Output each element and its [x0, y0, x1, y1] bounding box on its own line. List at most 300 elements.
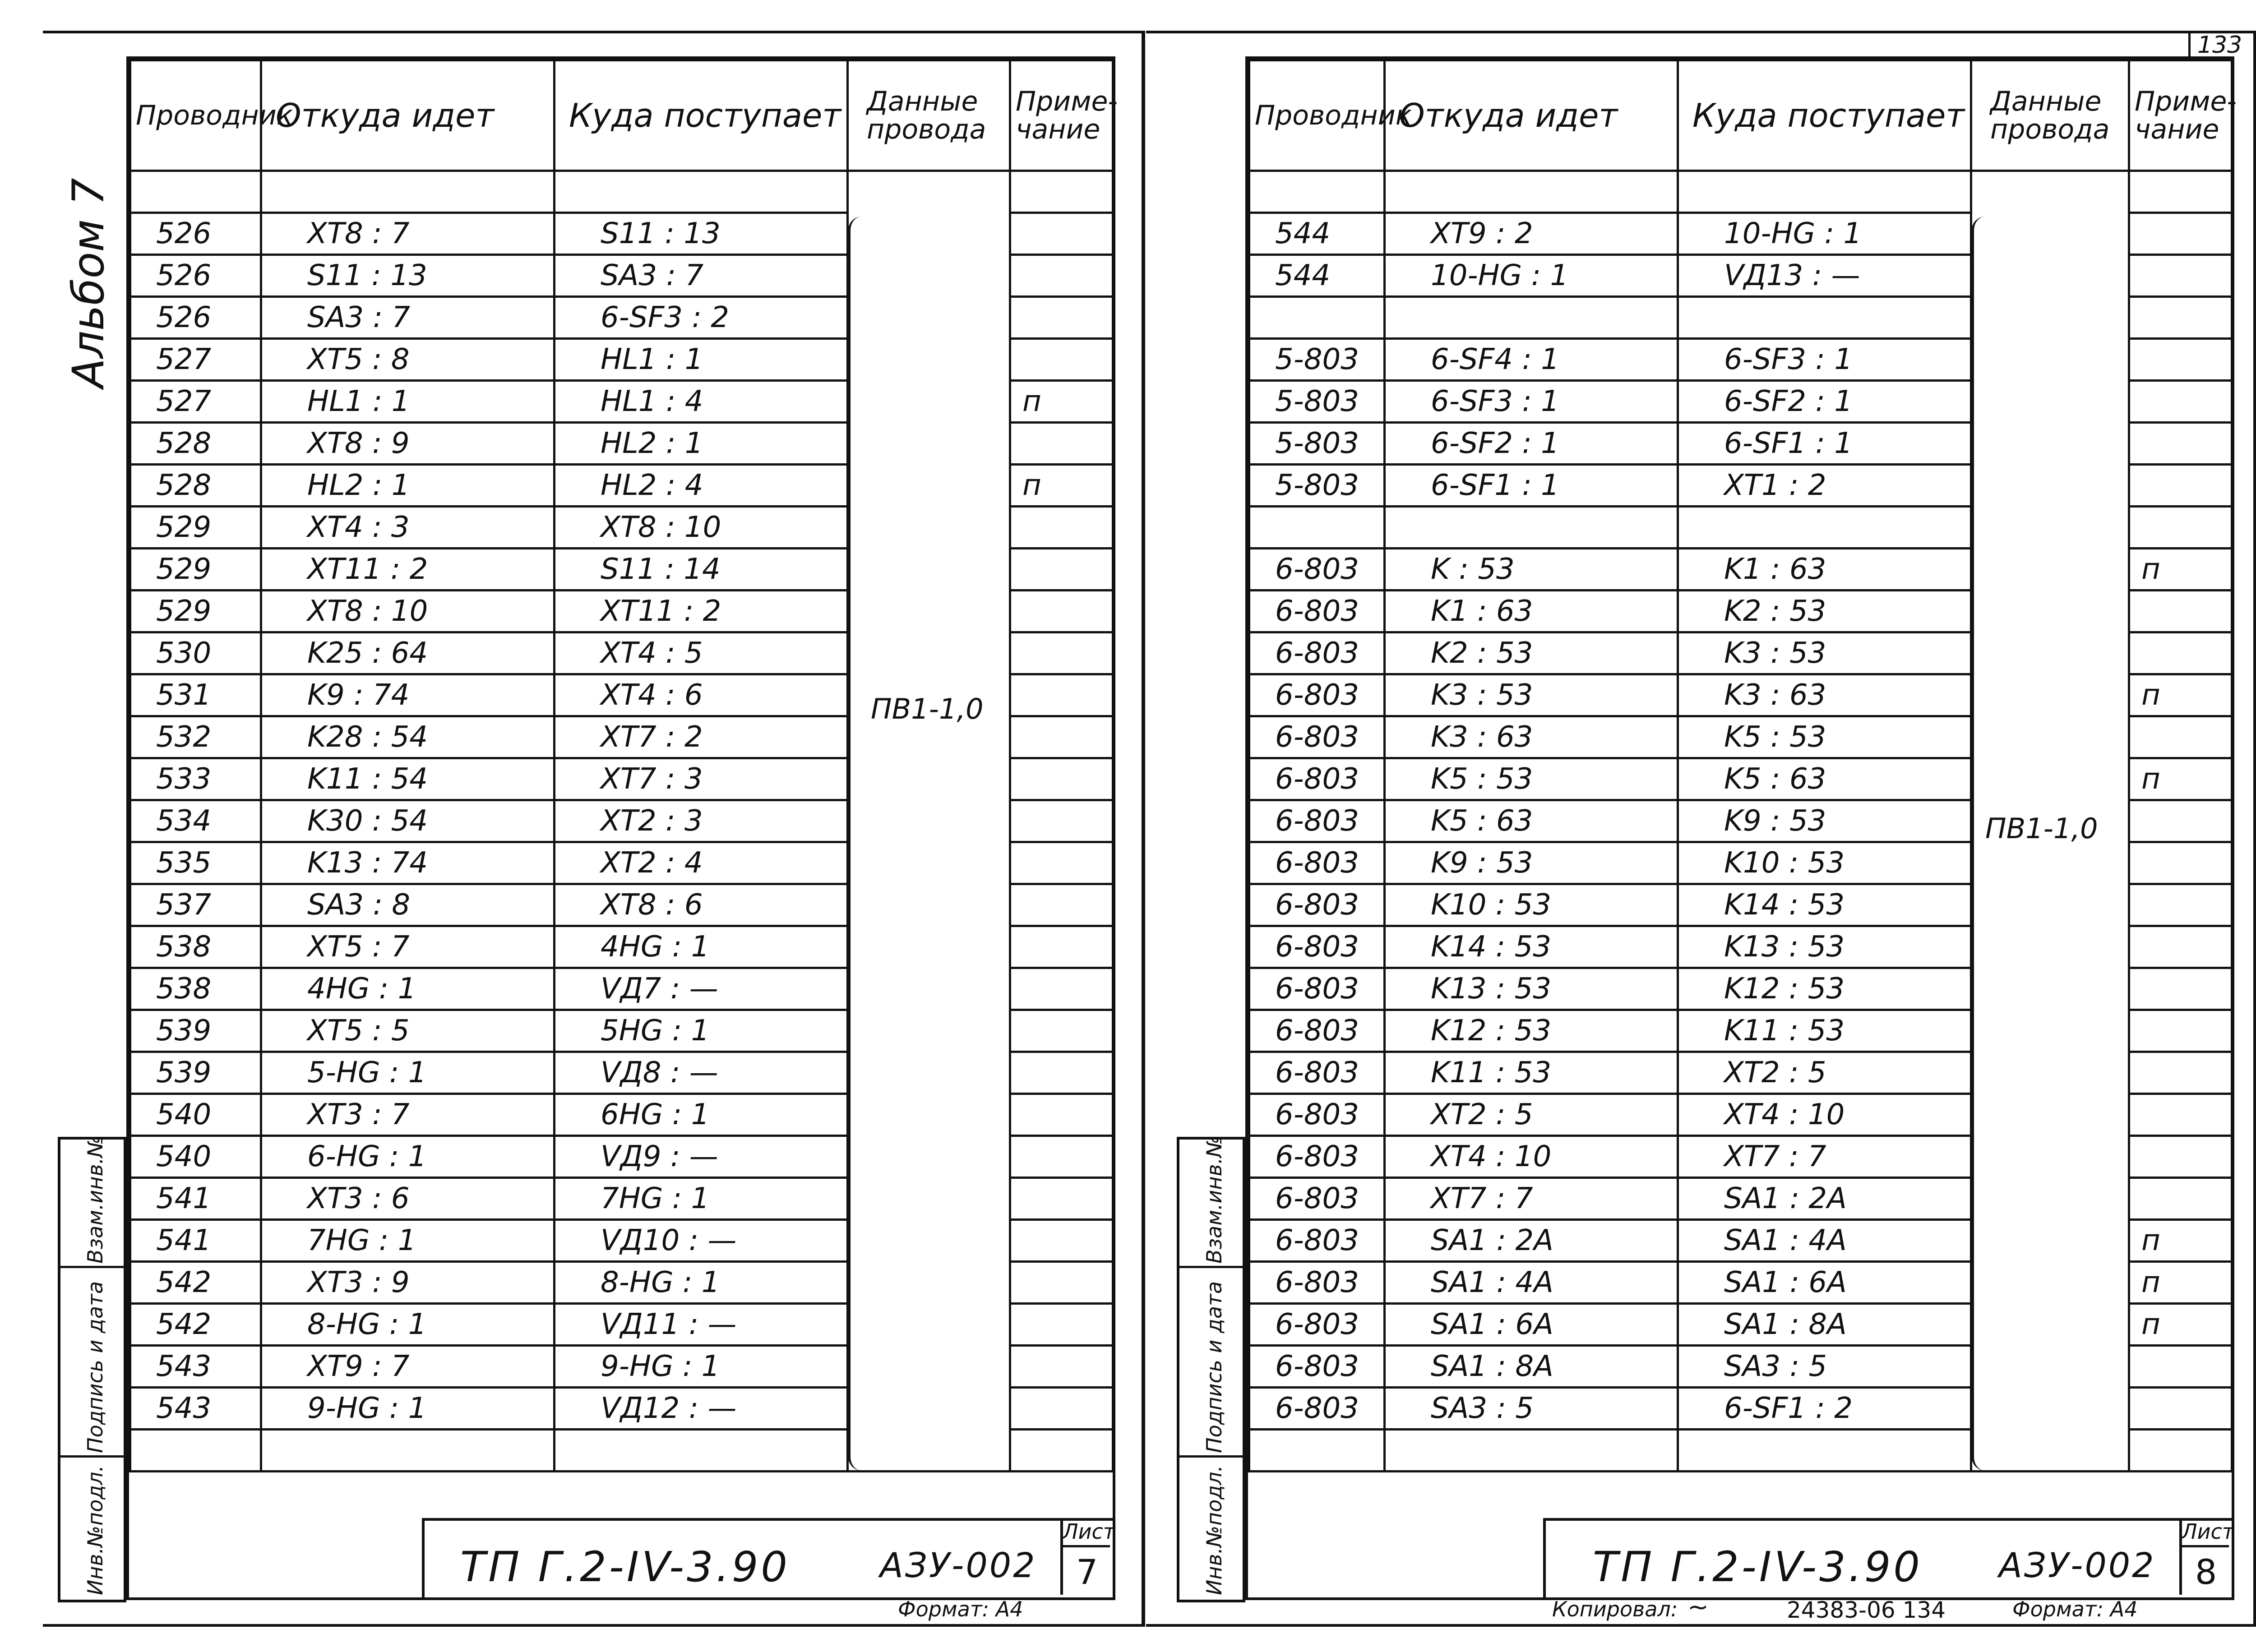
conductor-cell: 542 [130, 1262, 261, 1304]
from-cell [1385, 171, 1678, 213]
from-cell: XT7 : 7 [1385, 1178, 1678, 1220]
note-cell [2129, 842, 2232, 884]
table-row [130, 968, 1113, 1010]
wire-data-cell [1971, 1262, 2129, 1304]
conductor-cell: 542 [130, 1304, 261, 1346]
wire-data-cell [1971, 884, 2129, 926]
wire-data-cell [1971, 423, 2129, 465]
left-wire-brace [848, 217, 869, 1471]
from-cell: XT4 : 10 [1385, 1136, 1678, 1178]
conductor-cell: 6-803 [1249, 1136, 1385, 1178]
to-cell: XT8 : 10 [555, 507, 848, 549]
to-cell: K3 : 53 [1678, 632, 1971, 674]
from-cell: 6-SF3 : 1 [1385, 381, 1678, 423]
header-note-line1: Приме- [1016, 86, 1118, 117]
conductor-cell: 529 [130, 549, 261, 591]
note-cell: п [2129, 549, 2232, 591]
conductor-cell: 538 [130, 968, 261, 1010]
from-cell: SA1 : 4A [1385, 1262, 1678, 1304]
table-row [130, 297, 1113, 339]
conductor-cell: 539 [130, 1052, 261, 1094]
from-cell: XT3 : 9 [261, 1262, 555, 1304]
wire-data-cell [848, 758, 1010, 800]
table-row [1249, 1136, 2232, 1178]
table-row [1249, 297, 2232, 339]
conductor-cell [1249, 171, 1385, 213]
to-cell: K11 : 53 [1678, 1010, 1971, 1052]
wire-data-cell [848, 465, 1010, 507]
to-cell: VД8 : — [555, 1052, 848, 1094]
note-cell [2129, 632, 2232, 674]
from-cell: HL2 : 1 [261, 465, 555, 507]
from-cell: K30 : 54 [261, 800, 555, 842]
note-cell [2129, 1430, 2232, 1472]
to-cell: SA3 : 7 [555, 255, 848, 297]
to-cell [1678, 1430, 1971, 1472]
left-sign-date: Подпись и дата [83, 1281, 107, 1453]
from-cell: XT8 : 10 [261, 591, 555, 632]
wire-data-cell [848, 968, 1010, 1010]
conductor-cell: 6-803 [1249, 758, 1385, 800]
note-cell [2129, 968, 2232, 1010]
right-sheet-box-hline [2179, 1545, 2229, 1547]
to-cell: VД12 : — [555, 1388, 848, 1430]
right-sheet-number: 8 [2195, 1552, 2217, 1592]
conductor-cell [1249, 1430, 1385, 1472]
to-cell: SA3 : 5 [1678, 1346, 1971, 1388]
to-cell: XT7 : 7 [1678, 1136, 1971, 1178]
right-exch-inv: Взам.инв.№ [1202, 1135, 1226, 1264]
from-cell: K9 : 53 [1385, 842, 1678, 884]
header-note [1010, 60, 1118, 171]
wire-data-cell [1971, 1220, 2129, 1262]
header-note [2129, 60, 2237, 171]
table-row [130, 632, 1113, 674]
wire-data-cell [848, 255, 1010, 297]
table-row [1249, 1052, 2232, 1094]
from-cell: 9-HG : 1 [261, 1388, 555, 1430]
table-row [1249, 884, 2232, 926]
table-row [1249, 1346, 2232, 1388]
wire-data-cell [848, 1430, 1010, 1472]
right-copied-label: Копировал: [1552, 1597, 1678, 1621]
header-wire-data-line2: провода [867, 114, 986, 145]
to-cell: 6-SF3 : 1 [1678, 339, 1971, 381]
conductor-cell: 5-803 [1249, 465, 1385, 507]
to-cell: K13 : 53 [1678, 926, 1971, 968]
table-row [130, 423, 1113, 465]
table-row [130, 339, 1113, 381]
note-cell [1010, 1346, 1113, 1388]
wire-data-cell [848, 423, 1010, 465]
note-cell [1010, 1430, 1113, 1472]
from-cell: XT5 : 5 [261, 1010, 555, 1052]
wire-data-cell [848, 213, 1010, 255]
to-cell: SA1 : 8A [1678, 1304, 1971, 1346]
note-cell [2129, 1346, 2232, 1388]
to-cell: VД10 : — [555, 1220, 848, 1262]
to-cell: 6-SF3 : 2 [555, 297, 848, 339]
table-row [130, 591, 1113, 632]
from-cell: K13 : 53 [1385, 968, 1678, 1010]
conductor-cell: 528 [130, 423, 261, 465]
note-cell [1010, 339, 1113, 381]
from-cell: K5 : 63 [1385, 800, 1678, 842]
to-cell: XT1 : 2 [1678, 465, 1971, 507]
to-cell: VД11 : — [555, 1304, 848, 1346]
from-cell: XT8 : 9 [261, 423, 555, 465]
table-row [1249, 758, 2232, 800]
right-sheet-label: Лист [2182, 1519, 2234, 1544]
conductor-cell: 6-803 [1249, 1010, 1385, 1052]
table-row [1249, 465, 2232, 507]
to-cell: HL1 : 4 [555, 381, 848, 423]
left-sheet-box-hline [1060, 1545, 1110, 1547]
note-cell [2129, 926, 2232, 968]
to-cell: XT2 : 5 [1678, 1052, 1971, 1094]
left-wire-spec: ПВ1-1,0 [871, 692, 984, 725]
header-note-line1: Приме- [2135, 86, 2237, 117]
from-cell: XT9 : 2 [1385, 213, 1678, 255]
to-cell: SA1 : 6A [1678, 1262, 1971, 1304]
conductor-cell: 538 [130, 926, 261, 968]
note-cell [1010, 1010, 1113, 1052]
conductor-cell: 526 [130, 297, 261, 339]
note-cell [2129, 1010, 2232, 1052]
header-wire-data-line1: Данные [1990, 86, 2102, 117]
wire-data-cell [1971, 1010, 2129, 1052]
table-row [130, 758, 1113, 800]
table-row [130, 1178, 1113, 1220]
header-conductor: Проводник [130, 60, 261, 171]
from-cell: SA3 : 5 [1385, 1388, 1678, 1430]
note-cell [2129, 1136, 2232, 1178]
table-row [1249, 171, 2232, 213]
to-cell: 6-SF1 : 2 [1678, 1388, 1971, 1430]
note-cell [1010, 968, 1113, 1010]
wire-data-cell [1971, 632, 2129, 674]
wire-data-cell [848, 1136, 1010, 1178]
from-cell: K : 53 [1385, 549, 1678, 591]
from-cell: XT2 : 5 [1385, 1094, 1678, 1136]
from-cell: K25 : 64 [261, 632, 555, 674]
conductor-cell: 544 [1249, 255, 1385, 297]
table-row [1249, 423, 2232, 465]
header-from: Откуда идет [1385, 60, 1678, 171]
note-cell [2129, 800, 2232, 842]
from-cell: SA3 : 8 [261, 884, 555, 926]
right-stamp-doc: АЗУ-002 [1999, 1545, 2156, 1585]
wire-data-cell [848, 171, 1010, 213]
wire-data-cell [848, 507, 1010, 549]
note-cell [1010, 297, 1113, 339]
left-exch-inv: Взам.инв.№ [83, 1135, 107, 1264]
wire-data-cell [1971, 1178, 2129, 1220]
right-side-divider-2 [1179, 1455, 1243, 1458]
table-row [1249, 1388, 2232, 1430]
note-cell [1010, 1136, 1113, 1178]
wire-data-cell [1971, 842, 2129, 884]
from-cell: XT11 : 2 [261, 549, 555, 591]
to-cell: S11 : 14 [555, 549, 848, 591]
to-cell: XT4 : 5 [555, 632, 848, 674]
table-row [1249, 549, 2232, 591]
from-cell: 8-HG : 1 [261, 1304, 555, 1346]
table-row [1249, 632, 2232, 674]
table-row [1249, 507, 2232, 549]
table-row [130, 1220, 1113, 1262]
table-row [1249, 591, 2232, 632]
wire-data-cell [848, 926, 1010, 968]
wire-data-cell [848, 842, 1010, 884]
table-row [130, 1430, 1113, 1472]
from-cell [1385, 1430, 1678, 1472]
left-sheet-label: Лист [1063, 1519, 1115, 1544]
wire-data-cell [1971, 381, 2129, 423]
right-sheet [1146, 0, 2256, 1652]
table-row [130, 1094, 1113, 1136]
from-cell: SA1 : 8A [1385, 1346, 1678, 1388]
from-cell: 6-SF4 : 1 [1385, 339, 1678, 381]
wire-data-cell [1971, 968, 2129, 1010]
table-row [130, 465, 1113, 507]
header-wire-data [848, 60, 1010, 171]
conductor-cell: 6-803 [1249, 1388, 1385, 1430]
to-cell: XT2 : 4 [555, 842, 848, 884]
note-cell [1010, 423, 1113, 465]
to-cell: XT8 : 6 [555, 884, 848, 926]
note-cell [2129, 884, 2232, 926]
table-row [130, 926, 1113, 968]
table-row [1249, 255, 2232, 297]
table-row [1249, 1178, 2232, 1220]
from-cell: XT5 : 8 [261, 339, 555, 381]
to-cell: HL2 : 4 [555, 465, 848, 507]
conductor-cell: 5-803 [1249, 423, 1385, 465]
conductor-cell: 533 [130, 758, 261, 800]
note-cell [1010, 255, 1113, 297]
conductor-cell: 543 [130, 1346, 261, 1388]
from-cell: 5-HG : 1 [261, 1052, 555, 1094]
conductor-cell [130, 171, 261, 213]
to-cell: K12 : 53 [1678, 968, 1971, 1010]
to-cell: K3 : 63 [1678, 674, 1971, 716]
right-side-stamp [1177, 1137, 1245, 1602]
to-cell: K9 : 53 [1678, 800, 1971, 842]
note-cell [1010, 549, 1113, 591]
table-row [130, 842, 1113, 884]
conductor-cell: 6-803 [1249, 1346, 1385, 1388]
note-cell [2129, 1388, 2232, 1430]
note-cell [1010, 591, 1113, 632]
note-cell: п [2129, 1304, 2232, 1346]
conductor-cell: 529 [130, 507, 261, 549]
from-cell: K2 : 53 [1385, 632, 1678, 674]
note-cell: п [2129, 758, 2232, 800]
left-side-stamp [58, 1137, 126, 1602]
conductor-cell: 6-803 [1249, 842, 1385, 884]
from-cell: K10 : 53 [1385, 884, 1678, 926]
to-cell [1678, 507, 1971, 549]
from-cell: 6-SF1 : 1 [1385, 465, 1678, 507]
from-cell: K3 : 53 [1385, 674, 1678, 716]
table-row [130, 1262, 1113, 1304]
note-cell [1010, 213, 1113, 255]
left-sheet-number: 7 [1076, 1552, 1098, 1592]
table-row [130, 1346, 1113, 1388]
conductor-cell: 530 [130, 632, 261, 674]
table-row [1249, 339, 2232, 381]
to-cell: VД7 : — [555, 968, 848, 1010]
conductor-cell: 6-803 [1249, 926, 1385, 968]
conductor-cell: 6-803 [1249, 632, 1385, 674]
conductor-cell: 532 [130, 716, 261, 758]
wire-data-cell [1971, 549, 2129, 591]
table-row [1249, 1010, 2232, 1052]
note-cell [2129, 339, 2232, 381]
conductor-cell: 6-803 [1249, 1094, 1385, 1136]
from-cell: K13 : 74 [261, 842, 555, 884]
wire-data-cell [1971, 674, 2129, 716]
conductor-cell: 528 [130, 465, 261, 507]
wire-data-cell [1971, 1052, 2129, 1094]
from-cell: SA3 : 7 [261, 297, 555, 339]
conductor-cell: 6-803 [1249, 674, 1385, 716]
conductor-cell: 531 [130, 674, 261, 716]
to-cell: HL1 : 1 [555, 339, 848, 381]
wire-data-cell [1971, 758, 2129, 800]
conductor-cell: 544 [1249, 213, 1385, 255]
note-cell [1010, 1178, 1113, 1220]
conductor-cell: 540 [130, 1094, 261, 1136]
from-cell: XT9 : 7 [261, 1346, 555, 1388]
table-row [130, 255, 1113, 297]
wire-data-cell [848, 1094, 1010, 1136]
from-cell: 7HG : 1 [261, 1220, 555, 1262]
to-cell: XT11 : 2 [555, 591, 848, 632]
to-cell: 6-SF1 : 1 [1678, 423, 1971, 465]
table-row [1249, 716, 2232, 758]
note-cell: п [2129, 1220, 2232, 1262]
wire-data-cell [1971, 1388, 2129, 1430]
from-cell: K9 : 74 [261, 674, 555, 716]
to-cell: XT2 : 3 [555, 800, 848, 842]
right-wiring-table [1248, 59, 2237, 1472]
note-cell [1010, 171, 1113, 213]
wire-data-cell [1971, 297, 2129, 339]
conductor-cell: 6-803 [1249, 716, 1385, 758]
left-bottom-border [43, 1624, 1144, 1627]
conductor-cell: 543 [130, 1388, 261, 1430]
wire-data-cell [848, 549, 1010, 591]
note-cell [2129, 213, 2232, 255]
to-cell: VД13 : — [1678, 255, 1971, 297]
left-format: Формат: А4 [898, 1597, 1023, 1621]
conductor-cell: 6-803 [1249, 549, 1385, 591]
note-cell [1010, 1388, 1113, 1430]
table-row [130, 1010, 1113, 1052]
left-side-divider-1 [60, 1266, 124, 1268]
to-cell: 6-SF2 : 1 [1678, 381, 1971, 423]
table-row [130, 800, 1113, 842]
conductor-cell: 6-803 [1249, 1178, 1385, 1220]
from-cell: 6-SF2 : 1 [1385, 423, 1678, 465]
wire-data-cell [848, 1262, 1010, 1304]
from-cell: S11 : 13 [261, 255, 555, 297]
from-cell: K11 : 53 [1385, 1052, 1678, 1094]
conductor-cell [1249, 507, 1385, 549]
wire-data-cell [1971, 926, 2129, 968]
table-row [1249, 674, 2232, 716]
right-sign-date: Подпись и дата [1202, 1281, 1226, 1453]
header-from: Откуда идет [261, 60, 555, 171]
note-cell [1010, 1220, 1113, 1262]
to-cell: 6HG : 1 [555, 1094, 848, 1136]
wire-data-cell [848, 1388, 1010, 1430]
to-cell: 8-HG : 1 [555, 1262, 848, 1304]
wire-data-cell [1971, 1430, 2129, 1472]
sheet-divider [1142, 31, 1145, 1627]
to-cell: XT7 : 2 [555, 716, 848, 758]
to-cell [1678, 297, 1971, 339]
note-cell [2129, 1094, 2232, 1136]
from-cell: 4HG : 1 [261, 968, 555, 1010]
note-cell [1010, 716, 1113, 758]
to-cell: XT4 : 6 [555, 674, 848, 716]
to-cell: K14 : 53 [1678, 884, 1971, 926]
to-cell: VД9 : — [555, 1136, 848, 1178]
wire-data-cell [848, 1304, 1010, 1346]
table-row [1249, 842, 2232, 884]
conductor-cell: 6-803 [1249, 884, 1385, 926]
table-row [1249, 1304, 2232, 1346]
from-cell [261, 171, 555, 213]
header-wire-data [1971, 60, 2129, 171]
page-number-box-left [2188, 31, 2191, 59]
conductor-cell: 527 [130, 381, 261, 423]
to-cell: K10 : 53 [1678, 842, 1971, 884]
to-cell: 5HG : 1 [555, 1010, 848, 1052]
conductor-cell: 6-803 [1249, 1220, 1385, 1262]
conductor-cell: 5-803 [1249, 381, 1385, 423]
right-stamp-code: ТП Г.2-IV-3.90 [1593, 1543, 1923, 1591]
wire-data-cell [1971, 716, 2129, 758]
wire-data-cell [1971, 213, 2129, 255]
wire-data-cell [1971, 591, 2129, 632]
to-cell: S11 : 13 [555, 213, 848, 255]
from-cell: K28 : 54 [261, 716, 555, 758]
table-row [130, 213, 1113, 255]
header-wire-data-line1: Данные [867, 86, 978, 117]
wire-data-cell [1971, 171, 2129, 213]
wire-data-cell [848, 1178, 1010, 1220]
wire-data-cell [848, 632, 1010, 674]
right-bottom-border [1146, 1624, 2256, 1627]
left-wiring-table [129, 59, 1118, 1472]
conductor-cell: 541 [130, 1178, 261, 1220]
note-cell: п [2129, 1262, 2232, 1304]
wire-data-cell [1971, 1136, 2129, 1178]
header-conductor: Проводник [1249, 60, 1385, 171]
note-cell [1010, 1262, 1113, 1304]
to-cell: SA1 : 4A [1678, 1220, 1971, 1262]
from-cell: K1 : 63 [1385, 591, 1678, 632]
table-row [130, 1304, 1113, 1346]
right-copier-signature: ~ [1687, 1592, 1709, 1622]
note-cell [1010, 758, 1113, 800]
wire-data-cell [1971, 1346, 2129, 1388]
conductor-cell: 541 [130, 1220, 261, 1262]
